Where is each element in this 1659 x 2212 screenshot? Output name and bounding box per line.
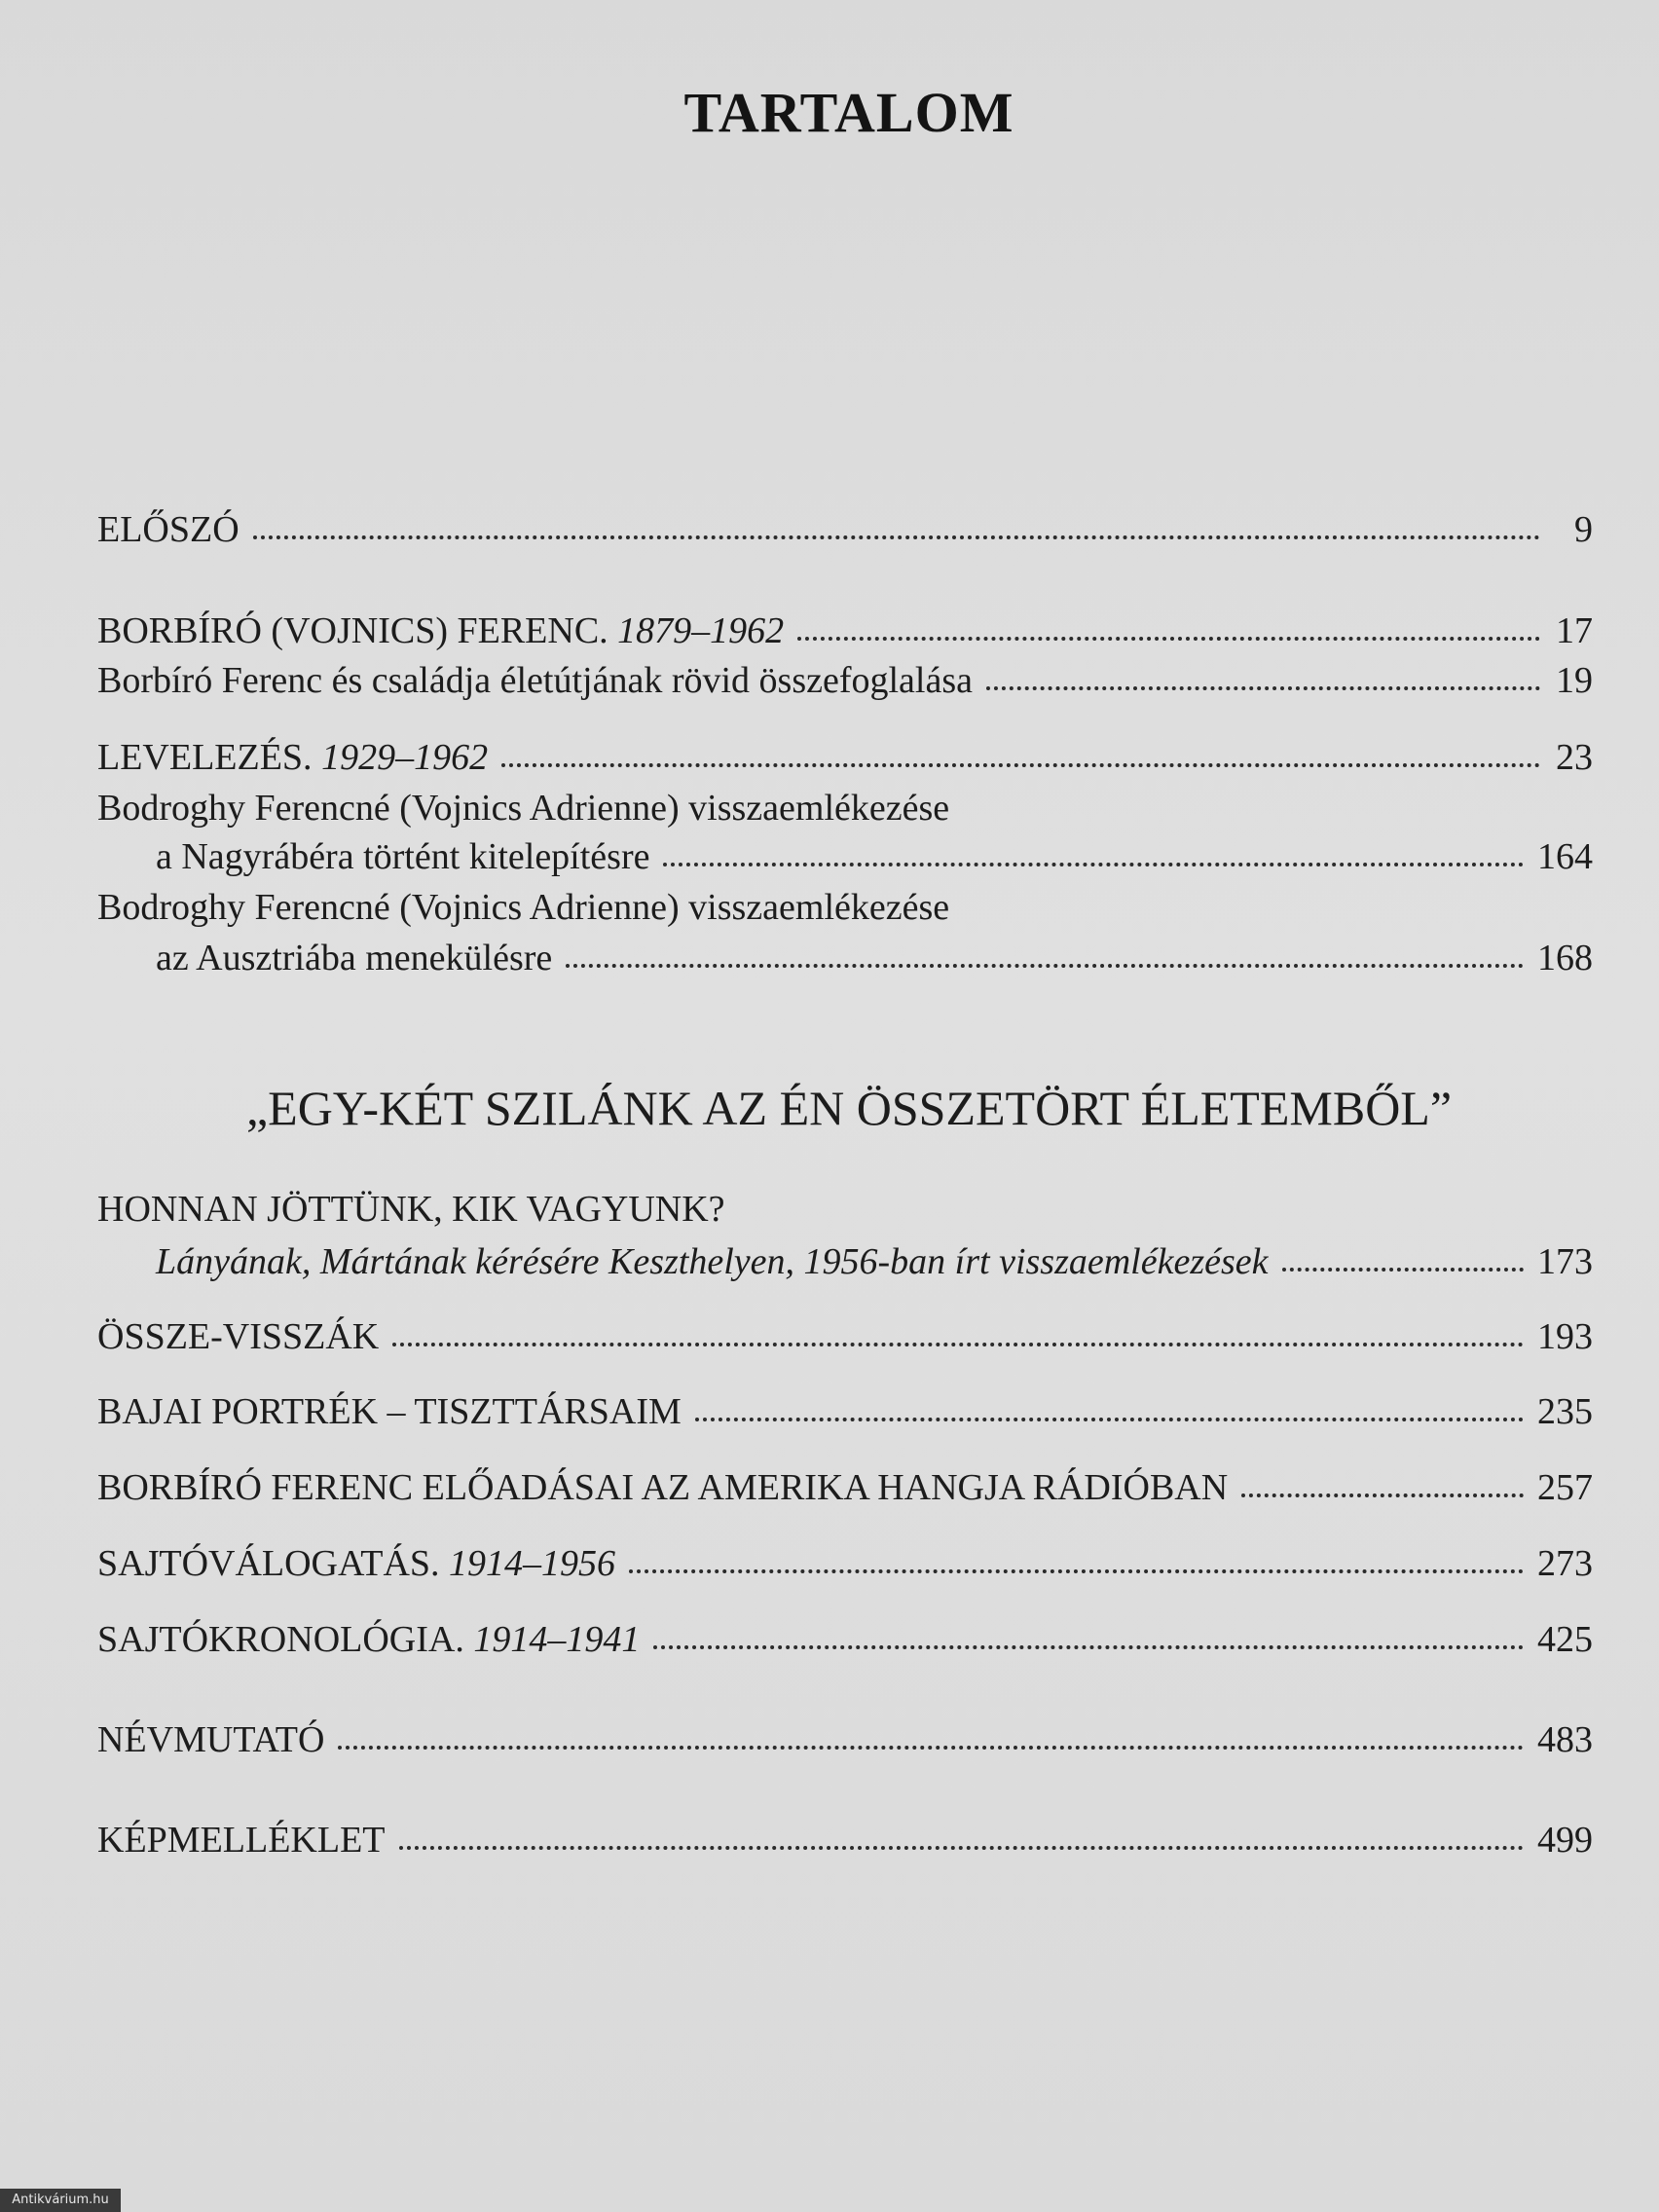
leader-dots <box>695 1414 1524 1421</box>
toc-page-number: 273 <box>1537 1543 1593 1584</box>
toc-entry-levelezes[interactable] <box>97 736 1593 779</box>
toc-entry-label: KÉPMELLÉKLET <box>97 1820 386 1861</box>
leader-dots <box>338 1742 1524 1750</box>
leader-dots <box>399 1842 1524 1850</box>
leader-dots <box>392 1339 1524 1346</box>
leader-dots <box>653 1641 1524 1649</box>
toc-entry-label: ELŐSZÓ <box>97 509 240 550</box>
toc-page-number: 193 <box>1537 1316 1593 1357</box>
toc-entry-sajtovalogatas[interactable] <box>97 1542 1593 1585</box>
leader-dots <box>566 960 1524 968</box>
leader-dots <box>986 682 1540 690</box>
toc-entry-label: BORBÍRÓ (VOJNICS) FERENC. 1879–1962 <box>97 610 785 651</box>
toc-entry-label: az Ausztriába menekülésre <box>156 938 553 978</box>
toc-entry-label: SAJTÓVÁLOGATÁS. 1914–1956 <box>97 1543 616 1584</box>
leader-dots <box>1241 1490 1524 1497</box>
toc-entry-label: BAJAI PORTRÉK – TISZTTÁRSAIM <box>97 1391 682 1432</box>
toc-page-number: 483 <box>1537 1719 1593 1760</box>
toc-entry-bodroghy-1-line-1: Bodroghy Ferencné (Vojnics Adrienne) visszaemlékezése <box>97 788 950 829</box>
watermark: Antikvárium.hu <box>0 2189 121 2212</box>
toc-entry-label: BORBÍRÓ FERENC ELŐADÁSAI AZ AMERIKA HANGJA RÁDIÓBAN <box>97 1467 1229 1508</box>
leader-dots <box>253 532 1540 539</box>
toc-page-number: 9 <box>1574 509 1593 550</box>
toc-page-number: 164 <box>1537 836 1593 877</box>
toc-entry-eloszo[interactable] <box>97 508 1593 551</box>
toc-page-number: 17 <box>1556 610 1593 651</box>
toc-page-number: 257 <box>1537 1467 1593 1508</box>
leader-dots <box>1282 1264 1524 1272</box>
leader-dots <box>797 633 1540 641</box>
toc-entry-sajtokronologia[interactable] <box>97 1618 1593 1661</box>
toc-page-number: 235 <box>1537 1391 1593 1432</box>
toc-entry-bodroghy-1[interactable] <box>156 835 1593 878</box>
toc-entry-borbiro-osszefoglalas[interactable] <box>97 659 1593 702</box>
toc-entry-label: Borbíró Ferenc és családja életútjának rövid összefoglalása <box>97 660 973 701</box>
toc-entry-kepmelleklet[interactable] <box>97 1819 1593 1862</box>
toc-entry-ossze-visszak[interactable] <box>97 1315 1593 1358</box>
toc-page-number: 173 <box>1537 1241 1593 1282</box>
toc-entry-bajai-portrek[interactable] <box>97 1390 1593 1433</box>
toc-entry-label: SAJTÓKRONOLÓGIA. 1914–1941 <box>97 1619 641 1660</box>
toc-page-number: 19 <box>1556 660 1593 701</box>
toc-page-number: 23 <box>1556 737 1593 778</box>
section-heading: „EGY-KÉT SZILÁNK AZ ÉN ÖSSZETÖRT ÉLETEMBŐL” <box>245 1081 1453 1135</box>
toc-entry-bodroghy-2-line-1: Bodroghy Ferencné (Vojnics Adrienne) visszaemlékezése <box>97 887 950 928</box>
leader-dots <box>629 1566 1524 1573</box>
toc-page-number: 425 <box>1537 1619 1593 1660</box>
toc-entry-label: ÖSSZE-VISSZÁK <box>97 1316 380 1357</box>
toc-entry-nevmutato[interactable] <box>97 1718 1593 1761</box>
leader-dots <box>663 859 1524 866</box>
toc-entry-honnan[interactable] <box>156 1240 1593 1283</box>
toc-page-number: 168 <box>1537 938 1593 978</box>
toc-page-number: 499 <box>1537 1820 1593 1861</box>
toc-entry-honnan-line-1: HONNAN JÖTTÜNK, KIK VAGYUNK? <box>97 1189 725 1230</box>
page-title: TARTALOM <box>683 81 1014 144</box>
leader-dots <box>501 759 1540 767</box>
toc-entry-borbiro[interactable] <box>97 609 1593 652</box>
toc-entry-eloadasai[interactable] <box>97 1466 1593 1509</box>
toc-entry-bodroghy-2[interactable] <box>156 937 1593 979</box>
toc-entry-label: LEVELEZÉS. 1929–1962 <box>97 737 489 778</box>
toc-entry-label: NÉVMUTATÓ <box>97 1719 325 1760</box>
toc-entry-label: Lányának, Mártának kérésére Keszthelyen, 1956-ban írt visszaemlékezések <box>156 1241 1269 1282</box>
toc-entry-label: a Nagyrábéra történt kitelepítésre <box>156 836 650 877</box>
